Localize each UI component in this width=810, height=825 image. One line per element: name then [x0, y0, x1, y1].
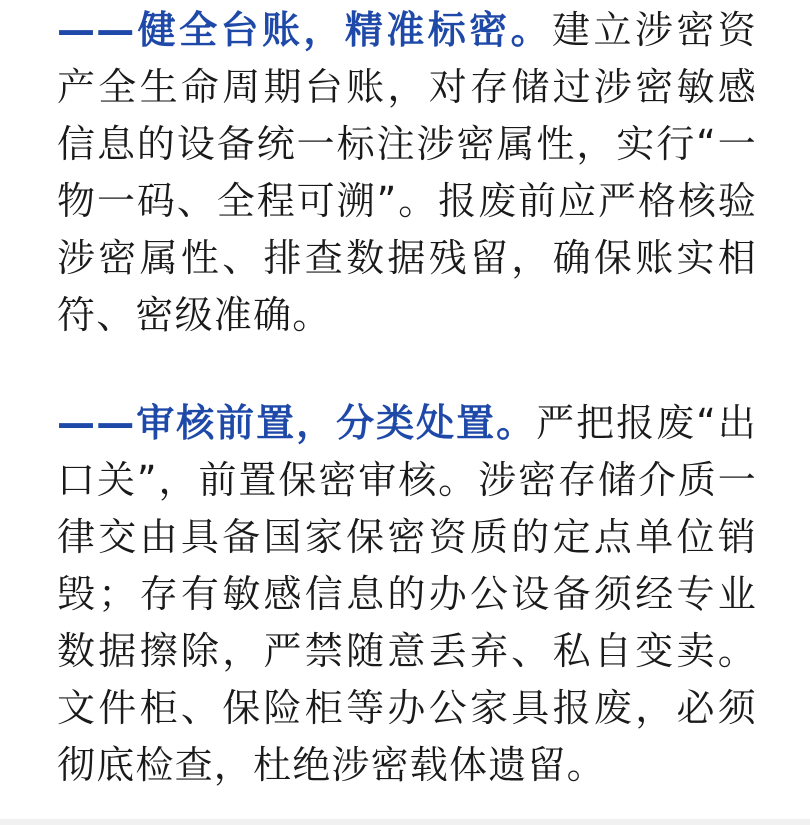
paragraph-text: 严把报废“出口关”，前置保密审核。涉密存储介质一律交由具备国家保密资质的定点单位销毁；存有敏感信息的办公设备须经专业数据擦除，严禁随意丢弃、私自变卖。文件柜、保险柜等办公家具报废，必须彻底检查，杜绝涉密载体遗留。: [57, 401, 757, 787]
bottom-divider: [0, 819, 810, 825]
paragraph-lead-heading: ——健全台账，精准标密。: [57, 8, 553, 52]
paragraph-review: [57, 395, 757, 794]
article-body: [57, 0, 757, 794]
paragraph-lead-heading: ——审核前置，分类处置。: [57, 401, 537, 445]
paragraph-text: 建立涉密资产全生命周期台账，对存储过涉密敏感信息的设备统一标注涉密属性，实行“一物一码、全程可溯”。报废前应严格核验涉密属性、排查数据残留，确保账实相符、密级准确。: [57, 8, 757, 337]
paragraph-ledger: [57, 0, 757, 344]
